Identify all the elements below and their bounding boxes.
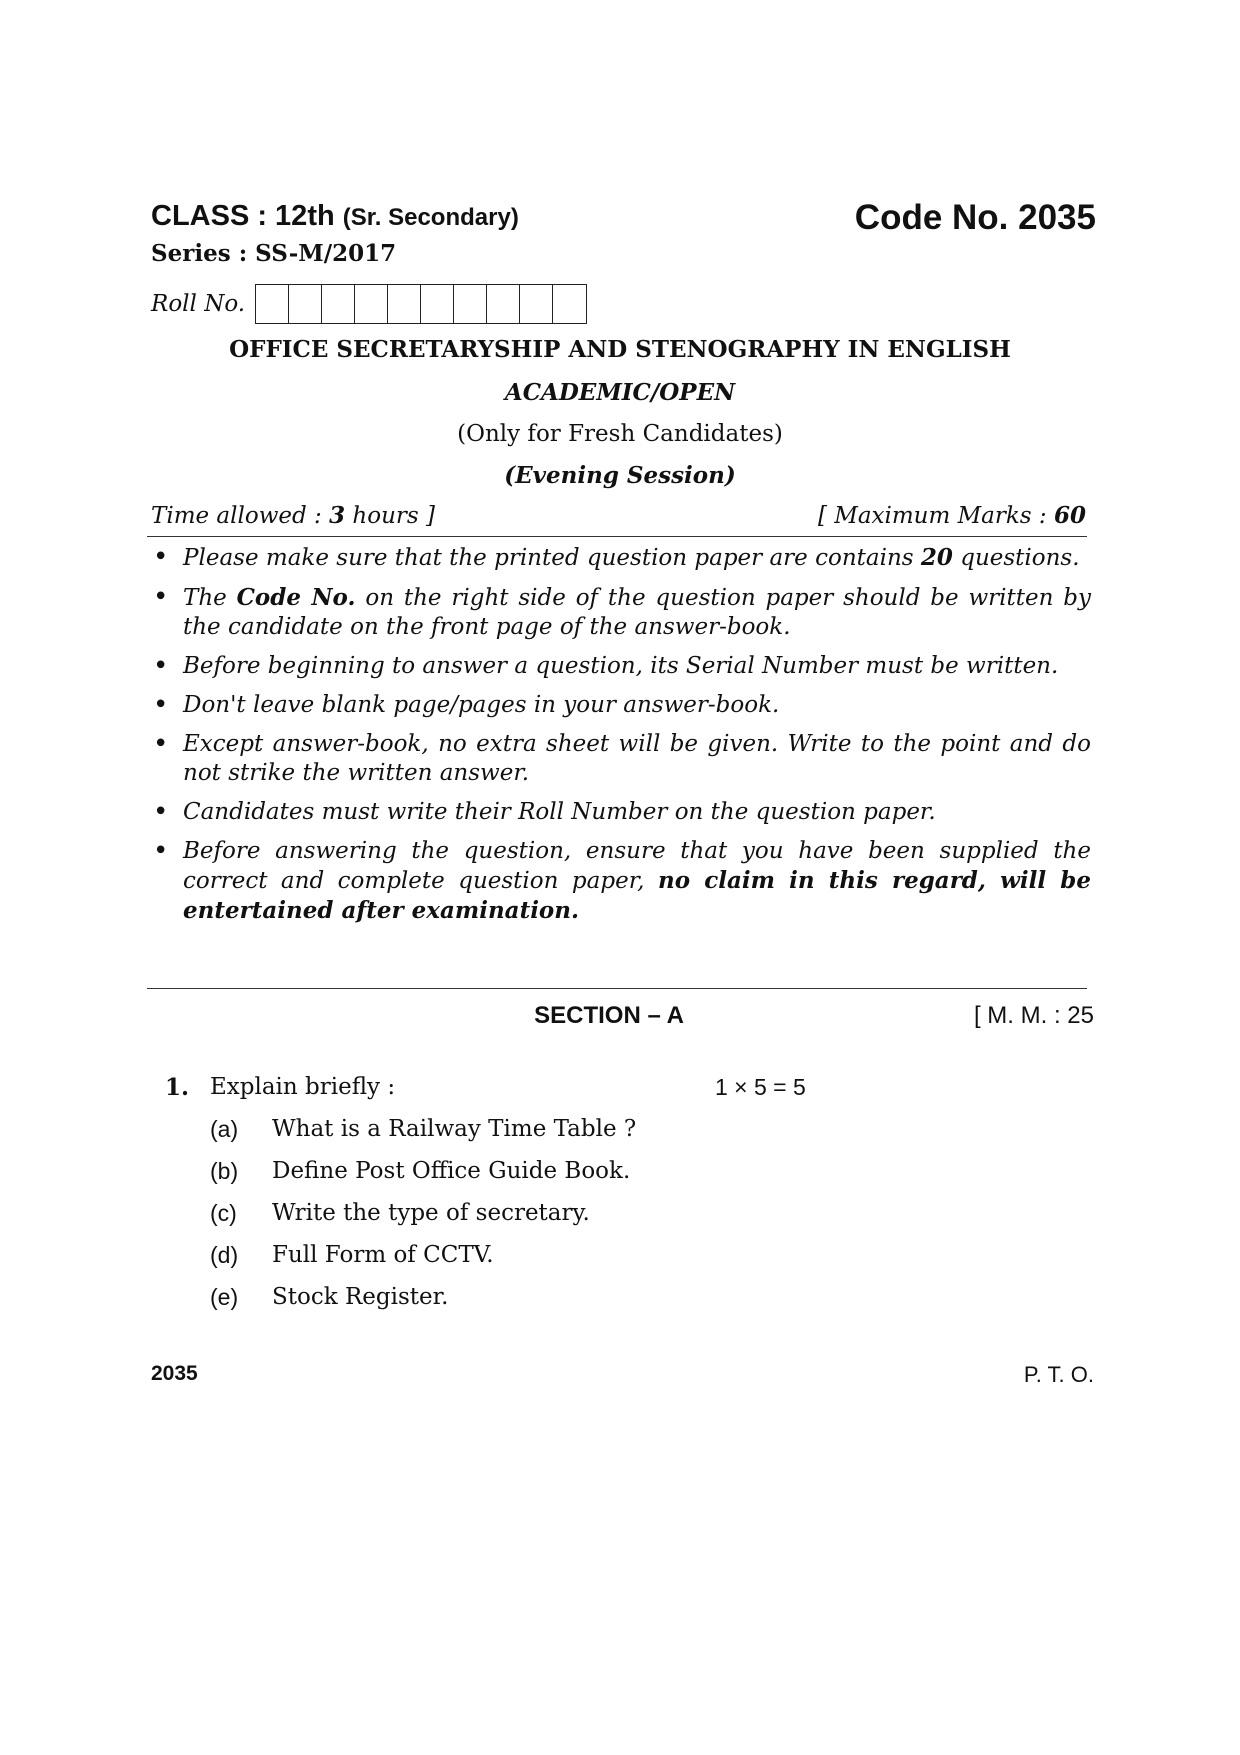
roll-digit-box[interactable] [520, 285, 553, 323]
instruction-item: • Candidates must write their Roll Number on the question paper. [151, 798, 1091, 827]
question-marks: 1 × 5 = 5 [715, 1074, 806, 1100]
instruction-item: • Don't leave blank page/pages in your answer-book. [151, 691, 1091, 720]
footer-code: 2035 [151, 1362, 198, 1385]
code-number: Code No. 2035 [854, 198, 1096, 237]
maximum-marks: [ Maximum Marks : 60 [817, 502, 1086, 529]
instruction-item: • Except answer-book, no extra sheet will be given. Write to the point and do not strike the written answer. [151, 730, 1091, 788]
divider-rule [147, 988, 1087, 989]
candidate-type: (Only for Fresh Candidates) [457, 421, 783, 447]
roll-number-label: Roll No. [151, 291, 246, 317]
roll-digit-box[interactable] [487, 285, 520, 323]
roll-digit-box[interactable] [388, 285, 421, 323]
instructions-list [151, 543, 1091, 936]
class-label: CLASS : 12th [151, 200, 335, 232]
stream-label: ACADEMIC/OPEN [504, 379, 736, 406]
roll-digit-box[interactable] [355, 285, 388, 323]
instruction-item: • The Code No. on the right side of the question paper should be written by the candidate on the front page of the answer-book. [151, 583, 1091, 642]
roll-digit-box[interactable] [256, 285, 289, 323]
question-part: (d) Full Form of CCTV. [210, 1242, 494, 1268]
roll-number-field [151, 284, 587, 324]
class-level: (Sr. Secondary) [342, 204, 519, 231]
instruction-item: • Before answering the question, ensure that you have been supplied the correct and complete question paper, no claim in this regard, will be entertained after examination. [151, 837, 1091, 926]
please-turn-over: P. T. O. [1023, 1362, 1094, 1387]
roll-digit-box[interactable] [421, 285, 454, 323]
time-allowed: Time allowed : 3 hours ] [151, 502, 435, 529]
question-part: (e) Stock Register. [210, 1284, 449, 1310]
roll-number-boxes[interactable] [255, 284, 587, 324]
divider-rule [147, 536, 1087, 537]
roll-digit-box[interactable] [454, 285, 487, 323]
section-title: SECTION – A [534, 1002, 684, 1029]
roll-digit-box[interactable] [553, 285, 586, 323]
question-part: (a) What is a Railway Time Table ? [210, 1116, 637, 1142]
roll-digit-box[interactable] [289, 285, 322, 323]
subject-title: OFFICE SECRETARYSHIP AND STENOGRAPHY IN ENGLISH [229, 336, 1011, 363]
question-part: (b) Define Post Office Guide Book. [210, 1158, 631, 1184]
class-line [151, 200, 519, 233]
roll-digit-box[interactable] [322, 285, 355, 323]
question-number: 1. [165, 1074, 190, 1101]
question-text: Explain briefly : [210, 1074, 396, 1100]
time-marks-row [151, 502, 1086, 529]
section-max-marks: [ M. M. : 25 [973, 1002, 1094, 1029]
instruction-item: • Please make sure that the printed question paper are contains 20 questions. [151, 543, 1091, 573]
session-label: (Evening Session) [504, 462, 736, 489]
question-part: (c) Write the type of secretary. [210, 1200, 590, 1226]
series-label: Series : SS-M/2017 [151, 240, 397, 267]
instruction-item: • Before beginning to answer a question, its Serial Number must be written. [151, 652, 1091, 681]
